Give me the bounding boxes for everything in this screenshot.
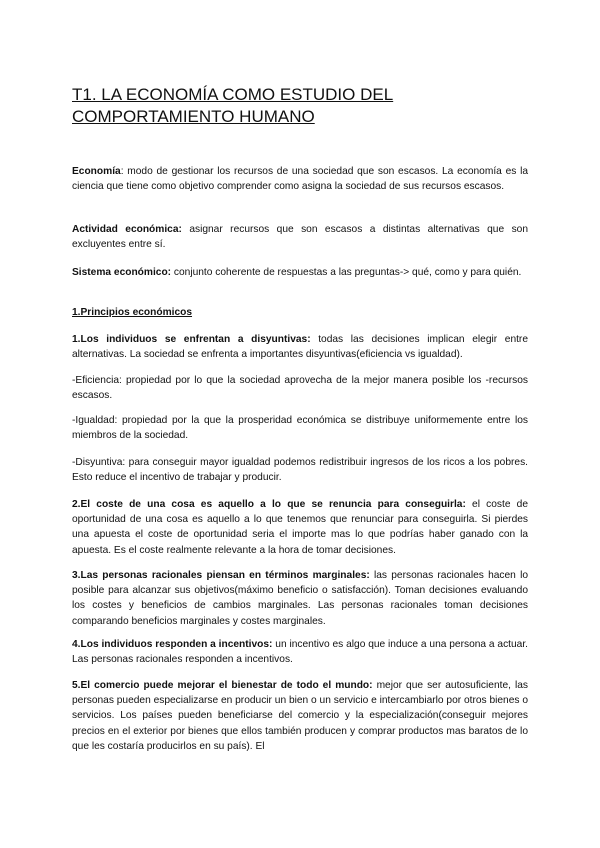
subpoint-text: -Igualdad: propiedad por la que la prosperidad económica se distribuye uniformemente entre los miembros de la sociedad. xyxy=(72,415,528,442)
subpoint-text: -Disyuntiva: para conseguir mayor igualdad podemos redistribuir ingresos de los ricos a los pobres. Esto reduce el incentivo de trabajar y producir. xyxy=(72,457,528,484)
definition-economia xyxy=(72,164,528,194)
principle-text: las personas racionales hacen lo posible para alcanzar sus objetivos(máximo beneficio o satisfacción). Toman decisiones evaluando los costes y beneficios de cambios marginales. Las personas racionales toman decisiones comparando beneficios marginales y costes marginales. xyxy=(72,570,528,627)
page-title: T1. LA ECONOMÍA COMO ESTUDIO DEL COMPORTAMIENTO HUMANO xyxy=(72,85,394,126)
principle-heading: 3.Las personas racionales piensan en términos marginales: xyxy=(72,570,370,581)
principle-heading: 4.Los individuos responden a incentivos: xyxy=(72,639,273,650)
definition-text: asignar recursos que son escasos a distintas alternativas que son excluyentes entre sí. xyxy=(72,224,528,251)
principle-1 xyxy=(72,332,528,362)
subpoint-eficiencia xyxy=(72,373,528,403)
principle-text: un incentivo es algo que induce a una persona a actuar. Las personas racionales responden a incentivos. xyxy=(72,639,528,666)
principle-heading: 5.El comercio puede mejorar el bienestar de todo el mundo: xyxy=(72,680,373,691)
section-heading xyxy=(72,305,528,320)
principle-heading: 1.Los individuos se enfrentan a disyuntivas: xyxy=(72,334,311,345)
term-label: Economía xyxy=(72,166,121,177)
definition-text: : modo de gestionar los recursos de una sociedad que son escasos. La economía es la ciencia que tiene como objetivo comprender como asigna la sociedad de sus recursos escasos. xyxy=(72,166,528,193)
principle-5 xyxy=(72,678,528,754)
principle-text: todas las decisiones implican elegir entre alternativas. La sociedad se enfrenta a importantes disyuntivas(eficiencia vs igualdad). xyxy=(72,334,528,361)
principle-heading: 2.El coste de una cosa es aquello a lo que se renuncia para conseguirla: xyxy=(72,499,466,510)
term-label: Sistema económico: xyxy=(72,267,172,278)
subpoint-igualdad xyxy=(72,413,528,443)
principle-text: el coste de oportunidad de una cosa es aquello a lo que tenemos que renunciar para conseguirla. Si pierdes una apuesta el coste de oportunidad seria el importe mas lo que podrías haber ganado con la apuesta. Es el coste realmente relevante a la hora de tomar decisiones. xyxy=(72,499,528,556)
term-label: Actividad económica: xyxy=(72,224,182,235)
definition-actividad xyxy=(72,222,528,252)
definition-sistema xyxy=(72,265,528,280)
definition-text: conjunto coherente de respuestas a las preguntas-> qué, como y para quién. xyxy=(171,267,522,278)
subpoint-disyuntiva xyxy=(72,455,528,485)
subpoint-text: -Eficiencia: propiedad por lo que la sociedad aprovecha de la mejor manera posible los -recursos escasos. xyxy=(72,375,528,402)
principle-text: mejor que ser autosuficiente, las personas pueden especializarse en producir un bien o un servicio e intercambiarlo por otros bienes o servicios. Los países pueden beneficiarse del comercio y la especialización(conseguir mejores precios en el exterior por bienes que ellos también producen y comprar productos mas baratos de lo que les costaría producirlos en su país). El xyxy=(72,680,528,752)
principle-4 xyxy=(72,637,528,667)
principle-3 xyxy=(72,568,528,629)
section-title: 1.Principios económicos xyxy=(72,307,193,318)
principle-2 xyxy=(72,497,528,558)
